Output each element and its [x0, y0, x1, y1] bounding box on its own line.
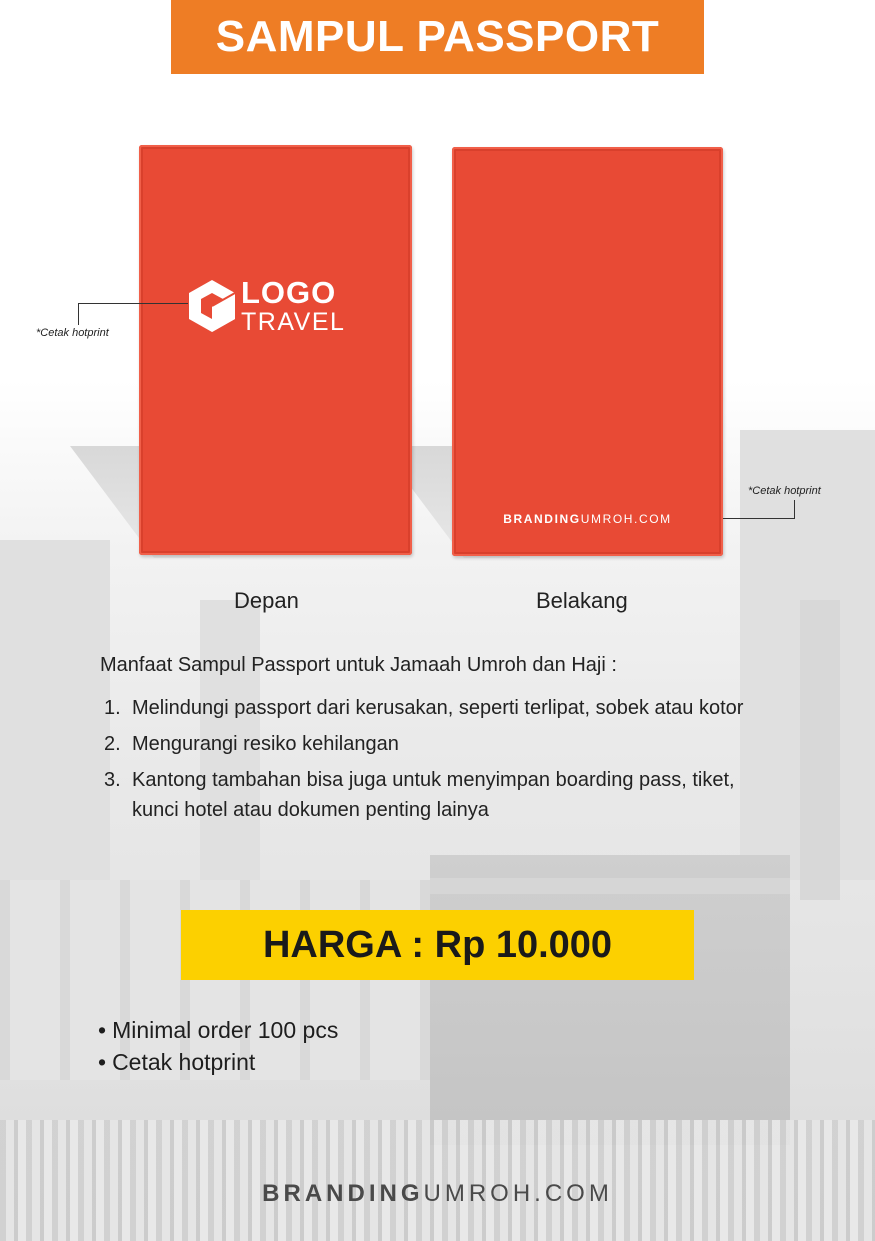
- label-belakang: Belakang: [536, 588, 628, 613]
- price-banner: [181, 910, 694, 980]
- price-label: HARGA : Rp 10.000: [262, 923, 613, 966]
- logo-line2: TRAVEL: [241, 308, 346, 336]
- callout-line-back-h: [723, 518, 795, 519]
- logo-travel: [187, 277, 345, 335]
- footer-brand-rest: UMROH.COM: [423, 1180, 613, 1207]
- callout-front: *Cetak hotprint: [36, 327, 109, 339]
- footer-brand-bold: BRANDING: [262, 1180, 424, 1207]
- list-item: [104, 693, 784, 723]
- list-item-text: Kantong tambahan bisa juga untuk menyimpan boarding pass, tiket, kunci hotel atau dokumen penting lainya: [132, 769, 735, 821]
- callout-line-front: [78, 303, 79, 325]
- callout-back: *Cetak hotprint: [748, 485, 821, 497]
- title-banner: [171, 0, 704, 74]
- passport-cover-back: [452, 147, 723, 556]
- label-depan: Depan: [234, 588, 299, 613]
- list-item: [104, 729, 784, 759]
- footer-brand: [0, 1180, 875, 1208]
- callout-line-front-h: [78, 303, 188, 304]
- list-item-text: Mengurangi resiko kehilangan: [132, 733, 399, 755]
- back-brand-rest: UMROH.COM: [580, 512, 672, 526]
- list-item-number: 3.: [104, 769, 121, 791]
- hexagon-logo-icon: [187, 279, 237, 333]
- back-cover-brand: [452, 512, 723, 526]
- list-item-text: Melindungi passport dari kerusakan, seperti terlipat, sobek atau kotor: [132, 697, 744, 719]
- list-item-number: 2.: [104, 733, 121, 755]
- order-notes: [98, 1014, 338, 1078]
- benefits-title: Manfaat Sampul Passport untuk Jamaah Umroh dan Haji :: [100, 654, 617, 676]
- logo-line1: LOGO: [241, 275, 337, 310]
- passport-cover-front: [139, 145, 412, 555]
- back-brand-bold: BRANDING: [503, 512, 581, 526]
- list-item-number: 1.: [104, 697, 121, 719]
- callout-line-back: [794, 500, 795, 519]
- note-cetak-hotprint: • Cetak hotprint: [98, 1046, 338, 1078]
- list-item: [104, 765, 784, 825]
- page-title: SAMPUL PASSPORT: [215, 12, 660, 61]
- benefits-list: [104, 693, 784, 831]
- note-minimal-order: • Minimal order 100 pcs: [98, 1014, 338, 1046]
